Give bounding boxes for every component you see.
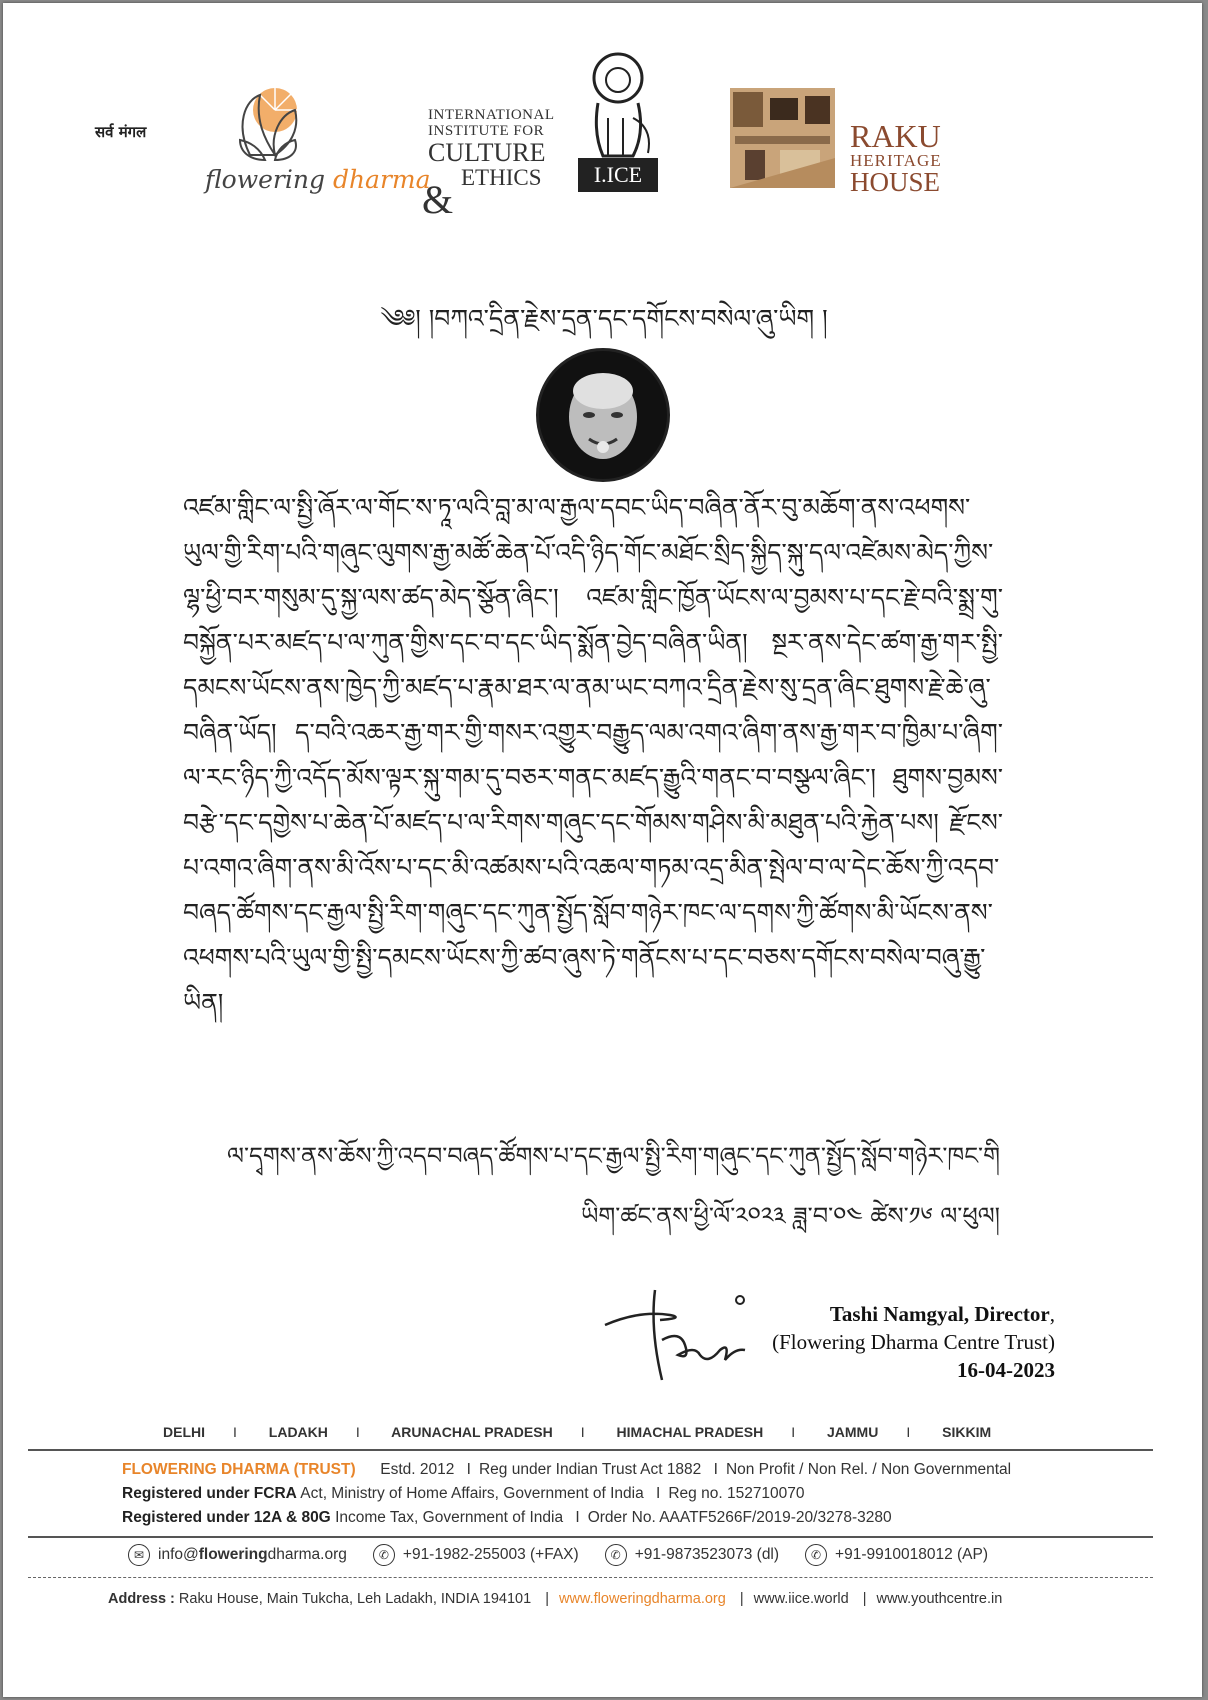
order-no-text: Order No. AAATF5266F/2019-20/3278-3280 — [587, 1509, 892, 1526]
iice-badge: I.ICE — [578, 158, 658, 192]
tax-text: Income Tax, Government of India — [335, 1509, 564, 1526]
trust-name: FLOWERING DHARMA (TRUST) — [122, 1461, 356, 1478]
signatory-organization: (Flowering Dharma Centre Trust) — [772, 1330, 1055, 1354]
contact-row — [128, 1544, 1014, 1566]
tax-info-line: Registered under 12A & 80G Income Tax, Government of India I Order No. AAATF5266F/2019-20/3278-3280 — [122, 1509, 892, 1526]
region-item: DELHI — [163, 1424, 205, 1440]
letter-body: འཛམ་གླིང་ལ་སྤྱི་ཞོར་ལ་གོང་ས་ཏཱ་ལའི་བླ་མ་ལ་རྒྱལ་དབང་ཡིད་བཞིན་ནོར་བུ་མཆོག་ནས་འཕགས་ཡུལ་གྱི་རིག་པའི་གཞུང་ལུགས་རྒྱ་མཚོ་ཆེན་པོ་འདི་ཉིད་གོང་མཐོང་སྲིད་སྐྱིད་སྐུ་དལ་འཛེམས་མེད་ཀྱིས་ལྷ་ཕྱི་བར་གསུམ་དུ་སྐྱ་ལས་ཚད་མེད་སྩོན་ཞིང་། འཛམ་གླིང་ཁྱོན་ཡོངས་ལ་བྱམས་པ་དང་རྗེ་བའི་སྨྲ་གུ་བསྐྱོན་པར་མཛད་པ་ལ་ཀུན་གྱིས་དང་བ་དང་ཡིད་སྨོན་བྱེད་བཞིན་ཡིན། སྔར་ནས་དེང་ཚག་རྒྱ་གར་སྤྱི་དམངས་ཡོངས་ནས་ཁྱེད་ཀྱི་མཛད་པ་རྣམ་ཐར་ལ་ནམ་ཡང་བཀའ་དྲིན་རྗེས་སུ་དྲན་ཞིང་ཐུགས་རྗེ་ཆེ་ཞུ་བཞིན་ཡོད། ད་བའི་འཆར་རྒྱ་གར་གྱི་གསར་འགྱུར་བརྒྱུད་ལམ་འགའ་ཞིག་ནས་རྒྱ་གར་བ་ཁྱིམ་པ་ཞིག་ལ་རང་ཉིད་ཀྱི་འདོད་མོས་ལྟར་སྐུ་གམ་དུ་བཅར་གནང་མཛད་རྒྱུའི་གནང་བ་བསྩལ་ཞིང་། ཐུགས་བྱམས་བརྩེ་དང་དགྱེས་པ་ཆེན་པོ་མཛད་པ་ལ་རིགས་གཞུང་དང་གོམས་གཤིས་མི་མཐུན་པའི་རྐྱེན་པས། རྫོངས་པ་འགའ་ཞིག་ནས་མི་འོས་པ་དང་མི་འཚམས་པའི་འཆལ་གཏམ་འདྲ་མིན་སྤེལ་བ་ལ་དེང་ཆོས་ཀྱི་འདབ་བཞད་ཚོགས་དང་རྒྱལ་སྤྱི་རིག་གཞུང་དང་ཀུན་སྤྱོད་སློབ་གཉེར་ཁང་ལ་དགས་ཀྱི་ཚོགས་མི་ཡོངས་ནས་འཕགས་པའི་ཡུལ་གྱི་སྤྱི་དམངས་ཡོངས་ཀྱི་ཚབ་ཞུས་ཏེ་གནོངས་པ་དང་བཅས་དགོངས་བསེལ་བཞུ་རྒྱུ་ཡིན། — [183, 493, 1003, 1017]
footer-dashed-divider — [28, 1577, 1153, 1578]
email-contact[interactable] — [128, 1544, 347, 1566]
phone-contact[interactable] — [605, 1544, 779, 1566]
phone-icon: ✆ — [373, 1544, 395, 1566]
iice-ampersand: & — [422, 177, 454, 222]
iice-line-4: ETHICS — [461, 165, 542, 190]
region-separator: I — [355, 1424, 360, 1440]
estd-text: Estd. 2012 — [380, 1461, 455, 1478]
iice-line-3: CULTURE — [428, 138, 546, 167]
region-separator: I — [906, 1424, 911, 1440]
hindi-greeting: सर्व मंगल — [95, 123, 147, 141]
address-line: Address : Raku House, Main Tukcha, Leh Ladakh, INDIA 194101 | www.floweringdharma.org | www.iice.world | www.youthcentre.in — [108, 1591, 1003, 1607]
fcra-text: Act, Ministry of Home Affairs, Government of India — [300, 1485, 644, 1502]
phone-icon: ✆ — [605, 1544, 627, 1566]
raku-heritage-house-logo — [725, 78, 955, 197]
phone-icon: ✆ — [805, 1544, 827, 1566]
website-link[interactable]: www.youthcentre.in — [876, 1591, 1003, 1607]
signatory-comma: , — [1049, 1302, 1055, 1326]
region-item: HIMACHAL PRADESH — [616, 1424, 764, 1440]
reg-no-text: Reg no. 152710070 — [668, 1485, 805, 1502]
region-item: ARUNACHAL PRADESH — [391, 1424, 553, 1440]
portrait-photo — [536, 348, 670, 482]
letter-title: ༄༅། །བཀའ་དྲིན་རྗེས་དྲན་དང་དགོངས་བསེལ་ཞུ་ཡིག ། — [380, 304, 828, 333]
signatory-name: Tashi Namgyal, Director — [829, 1302, 1050, 1326]
closing-line-2: ཡིག་ཚང་ནས་ཕྱི་ལོ་༢༠༢༣ ཟླ་བ་༠༤ ཚེས་༡༦ ལ་ཕུལ། — [580, 1202, 1000, 1230]
phone-contact[interactable] — [373, 1544, 579, 1566]
lion-icon — [573, 48, 663, 163]
address-text: Raku House, Main Tukcha, Leh Ladakh, INDIA 194101 — [178, 1591, 532, 1607]
address-label: Address : — [108, 1591, 175, 1607]
flowering-dharma-logo — [195, 80, 431, 205]
region-separator: I — [580, 1424, 585, 1440]
phone-contact[interactable] — [805, 1544, 988, 1566]
logo-word-dharma: dharma — [332, 165, 431, 194]
website-link[interactable]: www.iice.world — [753, 1591, 849, 1607]
lotus-icon — [195, 80, 395, 170]
region-item: JAMMU — [827, 1424, 879, 1440]
closing-line-1: ལ་དྭགས་ནས་ཆོས་ཀྱི་འདབ་བཞད་ཚོགས་པ་དང་རྒྱལ་སྤྱི་རིག་གཞུང་དང་ཀུན་སྤྱོད་སློབ་གཉེར་ཁང་གི — [227, 1142, 1000, 1170]
region-separator: I — [791, 1424, 796, 1440]
trust-info-line: FLOWERING DHARMA (TRUST) Estd. 2012 I Reg under Indian Trust Act 1882 I Non Profit / Non Rel. / Non Governmental — [122, 1461, 1012, 1478]
trust-act-text: Reg under Indian Trust Act 1882 — [478, 1461, 702, 1478]
iice-logo — [422, 48, 675, 222]
iice-line-1: INTERNATIONAL — [428, 107, 555, 123]
footer-divider — [28, 1449, 1153, 1451]
fcra-label: Registered under FCRA — [122, 1485, 297, 1502]
raku-line-1: RAKU — [850, 118, 941, 154]
email-bold: flowering — [198, 1546, 268, 1563]
phone-number: +91-9873523073 (dl) — [634, 1546, 780, 1563]
email-suffix: dharma.org — [267, 1546, 347, 1563]
flowering-dharma-wordmark — [205, 165, 431, 194]
portrait-face-icon — [539, 351, 667, 479]
envelope-icon: ✉ — [128, 1544, 150, 1566]
status-text: Non Profit / Non Rel. / Non Governmental — [725, 1461, 1012, 1478]
phone-number: +91-1982-255003 (+FAX) — [402, 1546, 579, 1563]
iice-line-2: INSTITUTE FOR — [428, 123, 545, 139]
region-item: LADAKH — [268, 1424, 328, 1440]
signature-date: 16-04-2023 — [957, 1358, 1055, 1382]
logo-word-flowering: flowering — [205, 165, 325, 194]
region-item: SIKKIM — [942, 1424, 992, 1440]
website-link[interactable]: www.floweringdharma.org — [558, 1591, 726, 1607]
fcra-info-line: Registered under FCRA Act, Ministry of Home Affairs, Government of India I Reg no. 152710070 — [122, 1485, 805, 1502]
region-separator: I — [233, 1424, 237, 1440]
signature-block — [700, 1300, 1055, 1384]
regions-list — [163, 1424, 991, 1440]
footer-divider — [28, 1536, 1153, 1538]
email-prefix: info@ — [158, 1546, 199, 1563]
tax-label: Registered under 12A & 80G — [122, 1509, 331, 1526]
raku-line-2: HERITAGE — [850, 151, 942, 170]
raku-line-3: HOUSE — [850, 167, 941, 197]
phone-number: +91-9910018012 (AP) — [835, 1546, 989, 1563]
house-illustration-icon — [725, 78, 840, 193]
